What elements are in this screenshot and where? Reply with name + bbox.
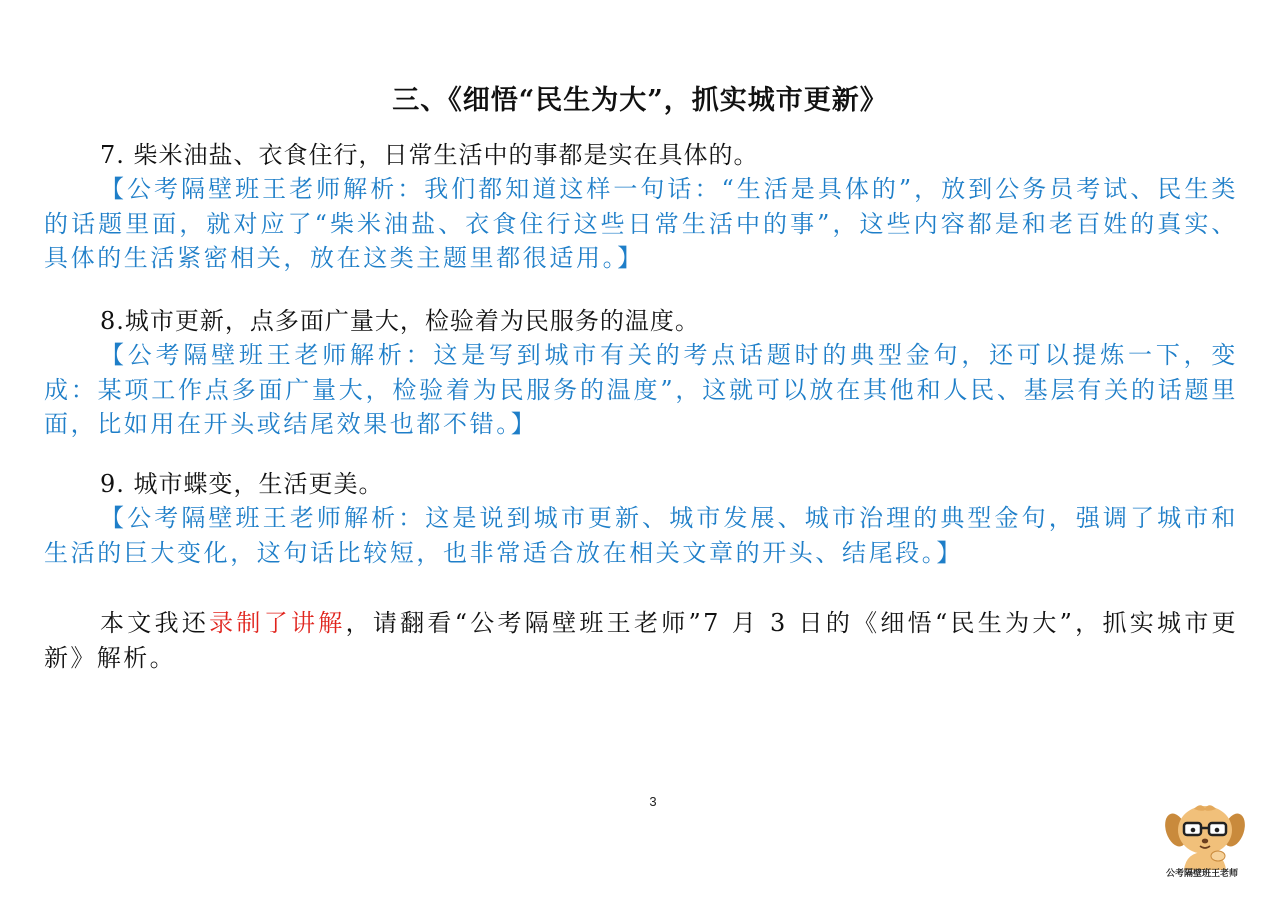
item-quote: 8.城市更新，点多面广量大，检验着为民服务的温度。 bbox=[100, 307, 700, 335]
item-analysis: 【公考隔壁班王老师解析：我们都知道这样一句话：“生活是具体的”，放到公务员考试、民生类的话题里面，就对应了“柴米油盐、衣食住行这些日常生活中的事”，这些内容都是和老百姓的真实、具体的生活紧密相关，放在这类主题里都很适用。】 bbox=[44, 175, 1238, 272]
closing-text-after: ，请翻看“公考隔壁班王老师”7 月 3 日的《细悟“民生为大”，抓实城市更新》解析。 bbox=[44, 609, 1238, 672]
page-number: 3 bbox=[649, 794, 657, 809]
item-analysis: 【公考隔壁班王老师解析：这是写到城市有关的考点话题时的典型金句，还可以提炼一下，变成：某项工作点多面广量大，检验着为民服务的温度”，这就可以放在其他和人民、基层有关的话题里面，比如用在开头或结尾效果也都不错。】 bbox=[44, 341, 1238, 438]
item-quote: 7. 柴米油盐、衣食住行，日常生活中的事都是实在具体的。 bbox=[100, 141, 759, 169]
logo-caption: 公考隔壁班王老师 bbox=[1165, 869, 1238, 879]
closing-text-before: 本文我还 bbox=[100, 609, 210, 637]
item-7 bbox=[44, 138, 1238, 276]
item-8 bbox=[44, 304, 1238, 442]
item-analysis: 【公考隔壁班王老师解析：这是说到城市更新、城市发展、城市治理的典型金句，强调了城市和生活的巨大变化，这句话比较短，也非常适合放在相关文章的开头、结尾段。】 bbox=[44, 504, 1238, 567]
section-title: 三、《细悟“民生为大”，抓实城市更新》 bbox=[392, 85, 888, 116]
item-9 bbox=[44, 467, 1238, 570]
closing-highlight: 录制了讲解 bbox=[209, 609, 346, 637]
closing-paragraph bbox=[44, 606, 1238, 676]
item-quote: 9. 城市蝶变，生活更美。 bbox=[100, 470, 384, 498]
